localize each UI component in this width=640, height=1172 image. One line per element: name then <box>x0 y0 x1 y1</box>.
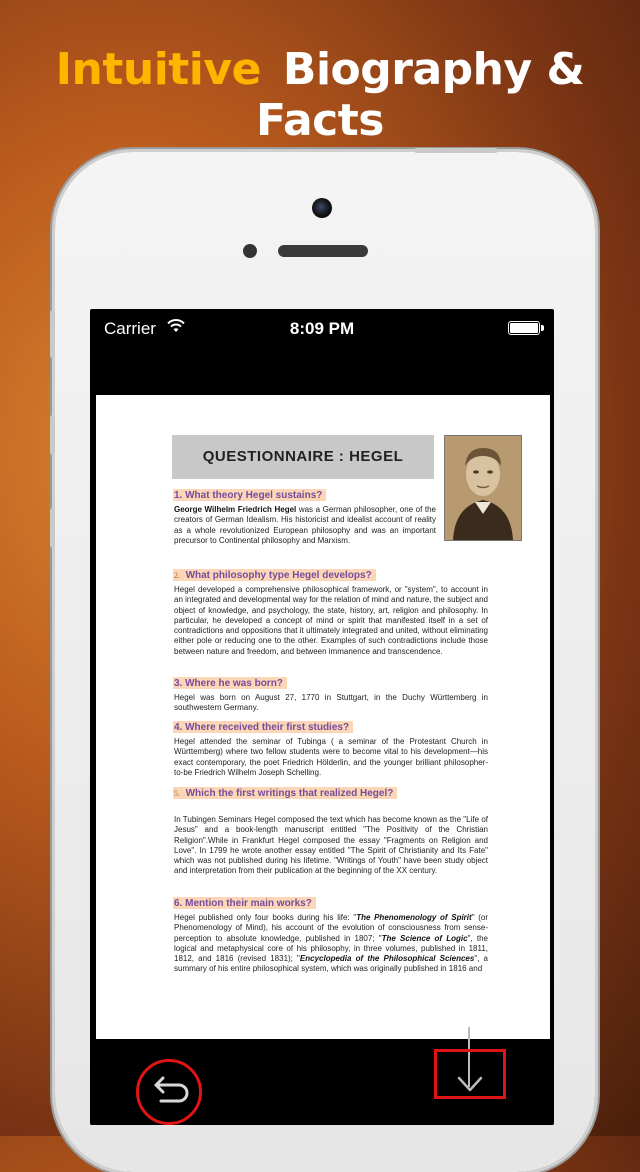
answer-body: ", the logical and metaphysical core of his philosophy, in three volumes, published in 1811, 1812, and 1816 (revised 1831); " <box>174 933 489 964</box>
question-heading <box>173 569 376 581</box>
answer-body: " (or Phenomenology of Mind), his account of the evolution of consciousness from sense-perception to absolute knowledge, published in 1807; " <box>174 913 488 943</box>
promo-headline <box>0 44 640 146</box>
front-camera <box>312 198 332 218</box>
phone-volume-down <box>50 508 55 548</box>
headline-word-intuitive: Intuitive <box>55 44 261 95</box>
answer-lead: George Wilhelm Friedrich Hegel <box>174 505 297 514</box>
battery-icon <box>508 321 540 335</box>
status-bar <box>90 309 554 349</box>
question-section-4 <box>174 717 488 778</box>
answer-text: In Tubingen Seminars Hegel composed the text which has become known as the "Life of Jesus" and a book-length manuscript entitled "The Positivity of the Christian Religion".While in Frankfurt Hegel composed the essay "Fragments on Religion and Love". In 1799 he wrote another essay entitled "The Spirit of Christianity and Its Fate" which was not published during his lifetime. "Writings of Youth" have been study object and interpretation from their publication at the beginning of the XX century. <box>174 815 488 876</box>
answer-text: Hegel developed a comprehensive philosophical framework, or "system", to account in an integrated and developmental way for the relation of mind and nature, the subject and object of knowledge, and psychology, the state, history, art, religion and philosophy. In particular, he developed a concept of mind or spirit that manifested itself in a set of contradictions and oppositions that it ultimately integrated and united, without eliminating either pole or reducing one to the other. Examples of such contradictions include those between nature and freedom, and between immanence and transcendence. <box>174 585 488 656</box>
work-title: The Phenomenology of Spirit <box>356 913 472 922</box>
download-button[interactable] <box>434 1049 506 1099</box>
question-heading: 1. What theory Hegel sustains? <box>173 489 326 501</box>
question-heading: 4. Where received their first studies? <box>173 721 353 733</box>
answer-text: Hegel was born on August 27, 1770 in Stuttgart, in the Duchy Württemberg in southwestern Germany. <box>174 693 488 713</box>
headline-biography-facts: Biography & Facts <box>256 44 585 146</box>
work-title: Encyclopedia of the Philosophical Sciences <box>299 954 475 964</box>
question-section-2 <box>174 565 488 657</box>
question-heading-text: Which the first writings that realized Hegel? <box>185 788 394 799</box>
answer-body: Hegel published only four books during his life: " <box>174 913 357 922</box>
question-section-1 <box>174 485 488 546</box>
answer-text <box>174 505 436 546</box>
question-number: 5. <box>174 789 180 798</box>
earpiece-speaker <box>278 245 368 257</box>
question-heading-text: What philosophy type Hegel develops? <box>185 570 372 581</box>
answer-text <box>174 913 488 975</box>
question-section-3 <box>174 673 488 714</box>
back-button[interactable] <box>136 1059 202 1125</box>
question-section-6 <box>174 893 488 975</box>
question-heading: 3. Where he was born? <box>173 677 287 689</box>
document-page[interactable] <box>96 395 550 1039</box>
answer-text: Hegel attended the seminar of Tubinga ( a seminar of the Protestant Church in Württemberg) where two fellow students were to become vital to his development—his exact contemporary, the poet Friedrich Hölderlin, and the younger brilliant philosopher-to-be Friedrich Wilhelm Joseph Schelling. <box>174 737 488 777</box>
question-heading <box>173 787 397 799</box>
question-number: 2. <box>174 571 180 580</box>
document-title: QUESTIONNAIRE : HEGEL <box>172 435 434 479</box>
answer-body: ", a summary of his entire philosophical system, which was originally published in 1816 and <box>174 954 489 974</box>
question-heading: 6. Mention their main works? <box>173 897 316 909</box>
bottom-toolbar <box>90 1039 554 1125</box>
answer-body: was a German philosopher, one of the creators of German Idealism. His historicist and idealist account of reality as a whole revolutionized European philosophy and was an important precursor to Continental philosophy and Marxism. <box>174 505 436 545</box>
phone-mute-switch <box>50 310 55 358</box>
status-time: 8:09 PM <box>289 319 355 338</box>
phone-volume-up <box>50 415 55 455</box>
question-section-5 <box>174 783 488 877</box>
proximity-sensor <box>243 244 257 258</box>
phone-screen <box>90 309 554 1125</box>
phone-power-button <box>414 148 498 153</box>
carrier-label: Carrier <box>104 319 156 338</box>
work-title: The Science of Logic <box>381 933 468 943</box>
